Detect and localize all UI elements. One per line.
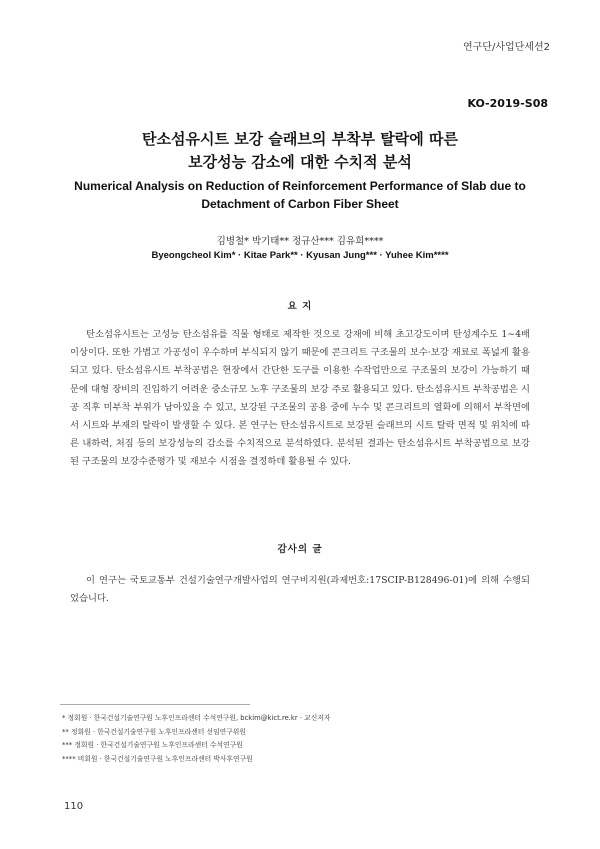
paper-code: KO-2019-S08 (467, 97, 548, 110)
acknowledgement-text: 이 연구는 국토교통부 건설기술연구개발사업의 연구비지원(과제번호:17SCIP-B128496-01)에 의해 수행되었습니다. (70, 575, 530, 605)
title-english-line1: Numerical Analysis on Reduction of Reinforcement Performance of Slab due to (74, 179, 526, 193)
footnote-divider (60, 704, 250, 705)
footnote-4: **** 비회원 · 한국건설기술연구원 노후인프라센터 박사후연구원 (62, 754, 253, 763)
footnotes (62, 712, 330, 766)
footnote-2: ** 정회원 · 한국건설기술연구원 노후인프라센터 선임연구위원 (62, 727, 246, 736)
acknowledgement-heading: 감사의 글 (277, 544, 323, 555)
abstract-text: 탄소섬유시트는 고성능 탄소섬유를 직물 형태로 제작한 것으로 강재에 비해 초고강도이며 탄성계수도 1∼4배 이상이다. 또한 가볍고 가공성이 우수하며 부식되지 않기 때문에 콘크리트 구조물의 보수·보강 재료로 폭넓게 활용되고 있다. 탄소섬유시트 부착공법은 현장에서 간단한 도구를 이용한 수작업만으로 구조물의 보강이 가능하기 때문에 대형 장비의 진입하기 어려운 중소규모 노후 구조물의 보강 주로 활용되고 있다. 탄소섬유시트 부착공법은 시공 직후 미부착 부위가 남아있을 수 있고, 보강된 구조물의 공용 중에 누수 및 콘크리트의 열화에 의해서 부착면에서 시트와 부재의 탈락이 발생할 수 있다. 본 연구는 탄소섬유시트로 보강된 슬래브의 시트 탈락 면적 및 위치에 따른 내하력, 처짐 등의 보강성능의 감소를 수치적으로 분석하였다. 분석된 결과는 탄소섬유시트 부착공법으로 보강된 구조물의 보강수준평가 및 재보수 시점을 결정하데 활용될 수 있다. (70, 329, 530, 468)
session-label: 연구단/사업단세션2 (462, 42, 550, 53)
footnote-1: * 정회원 · 한국건설기술연구원 노후인프라센터 수석연구원, bckim@kict.re.kr · 교신저자 (62, 714, 331, 722)
title-english-line2: Detachment of Carbon Fiber Sheet (201, 197, 399, 211)
page-number: 110 (64, 801, 84, 812)
footnote-3: *** 정회원 · 한국건설기술연구원 노후인프라센터 수석연구원 (62, 741, 243, 749)
authors-korean: 김병철* 박기태** 정규산*** 김유희**** (216, 236, 384, 247)
abstract-heading: 요 지 (287, 301, 313, 312)
authors-english: Byeongcheol Kim* · Kitae Park** · Kyusan Jung*** · Yuhee Kim**** (151, 250, 449, 261)
title-korean-line2: 보강성능 감소에 대한 수치적 분석 (188, 153, 412, 171)
title-korean-line1: 탄소섬유시트 보강 슬래브의 부착부 탈락에 따른 (142, 130, 458, 148)
